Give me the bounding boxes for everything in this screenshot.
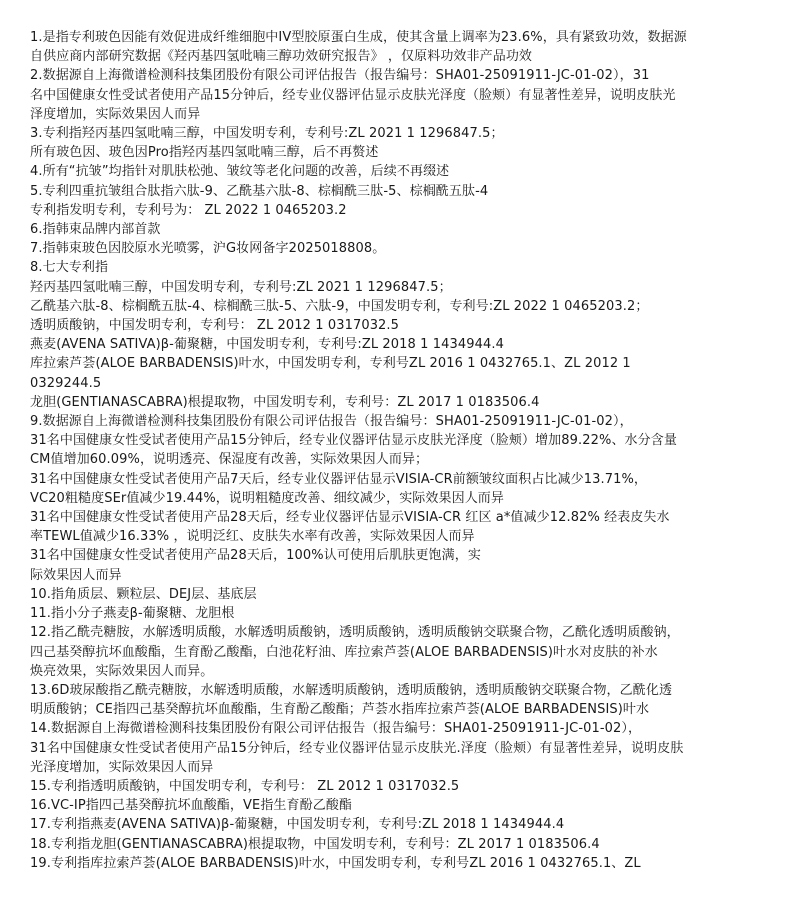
text-line: VC20粗糙度SEr值减少19.44%，说明粗糙度改善、细纹减少，实际效果因人而异	[30, 490, 504, 506]
text-line: 龙胆(GENTIANASCABRA)根提取物，中国发明专利，专利号：ZL 2017 1 0183506.4	[30, 394, 540, 410]
text-line: 自供应商内部研究数据《羟丙基四氢吡喃三醇功效研究报告》 ，仅原料功效非产品功效	[30, 49, 533, 65]
text-line: 燕麦(AVENA SATIVA)β-葡聚糖，中国发明专利，专利号:ZL 2018 1 1434944.4	[30, 337, 504, 353]
text-line: 1.是指专利玻色因能有效促进成纤维细胞中IV型胶原蛋白生成，使其含量上调率为23.6%，具有紧致功效，数据源	[30, 30, 687, 45]
text-line: 6.指韩束品牌内部首款	[30, 222, 161, 238]
text-line: 7.指韩束玻色因胶原水光喷雾，沪G妆网备字2025018808。	[30, 241, 386, 257]
text-line: 18.专利指龙胆(GENTIANASCABRA)根提取物，中国发明专利，专利号：ZL 2017 1 0183506.4	[30, 836, 600, 852]
text-line: 所有玻色因、玻色因Pro指羟丙基四氢吡喃三醇，后不再赘述	[30, 145, 379, 161]
text-line: 库拉索芦荟(ALOE BARBADENSIS)叶水，中国发明专利，专利号ZL 2016 1 0432765.1、ZL 2012 1	[30, 356, 631, 372]
text-line: 羟丙基四氢吡喃三醇，中国发明专利，专利号:ZL 2021 1 1296847.5；	[30, 279, 452, 295]
text-line: 2.数据源自上海微谱检测科技集团股份有限公司评估报告（报告编号：SHA01-25091911-JC-01-02），31	[30, 68, 650, 84]
text-line: 乙酰基六肽-8、棕榈酰五肽-4、棕榈酰三肽-5、六肽-9，中国发明专利，专利号:ZL 2022 1 0465203.2；	[30, 298, 649, 314]
text-line: 5.专利四重抗皱组合肽指六肽-9、乙酰基六肽-8、棕榈酰三肽-5、棕榈酰五肽-4	[30, 183, 489, 199]
text-line: 透明质酸钠，中国发明专利，专利号： ZL 2012 1 0317032.5	[30, 318, 400, 334]
text-line: 3.专利指羟丙基四氢吡喃三醇，中国发明专利，专利号:ZL 2021 1 1296847.5；	[30, 126, 504, 142]
text-line: 11.指小分子燕麦β-葡聚糖、龙胆根	[30, 606, 235, 622]
text-line: 10.指角质层、颗粒层、DEJ层、基底层	[30, 586, 257, 602]
text-line: 明质酸钠；CE指四己基癸醇抗坏血酸酯，生育酚乙酸酯；芦荟水指库拉索芦荟(ALOE BARBADENSIS)叶水	[30, 702, 650, 718]
text-line: 31名中国健康女性受试者使用产品28天后，经专业仪器评估显示VISIA-CR 红区 a*值减少12.82% 经表皮失水	[30, 510, 670, 526]
text-line: 0329244.5	[30, 375, 102, 391]
text-line: 12.指乙酰壳糖胺，水解透明质酸，水解透明质酸钠，透明质酸钠，透明质酸钠交联聚合物，乙酰化透明质酸钠，	[30, 625, 680, 641]
text-line: 4.所有“抗皱”均指针对肌肤松弛、皱纹等老化问题的改善，后续不再缀述	[30, 164, 450, 180]
text-line: 31名中国健康女性受试者使用产品15分钟后，经专业仪器评估显示皮肤光泽度（脸颊）增加89.22%、水分含量	[30, 433, 677, 449]
text-line: 泽度增加，实际效果因人而异	[30, 106, 201, 122]
text-line: 31名中国健康女性受试者使用产品15分钟后，经专业仪器评估显示皮肤光.泽度（脸颊）有显著性差异，说明皮肤	[30, 740, 684, 756]
text-line: 13.6D玻尿酸指乙酰壳糖胺，水解透明质酸，水解透明质酸钠，透明质酸钠，透明质酸钠交联聚合物，乙酰化透	[30, 682, 673, 698]
text-line: 焕亮效果，实际效果因人而异。	[30, 663, 214, 679]
text-line: 光泽度增加，实际效果因人而异	[30, 759, 214, 775]
text-line: 四己基癸醇抗坏血酸酯，生育酚乙酸酯，白池花籽油、库拉索芦荟(ALOE BARBADENSIS)叶水对皮肤的补水	[30, 644, 658, 660]
text-line: CM值增加60.09%，说明透亮、保湿度有改善，实际效果因人而异；	[30, 452, 429, 468]
text-line: 31名中国健康女性受试者使用产品28天后，100%认可使用后肌肤更饱满，实	[30, 548, 481, 564]
text-line: 9.数据源自上海微谱检测科技集团股份有限公司评估报告（报告编号：SHA01-25091911-JC-01-02），	[30, 414, 633, 430]
text-line: 专利指发明专利，专利号为： ZL 2022 1 0465203.2	[30, 202, 347, 218]
text-line: 名中国健康女性受试者使用产品15分钟后，经专业仪器评估显示皮肤光泽度（脸颊）有显著性差异，说明皮肤光	[30, 87, 676, 103]
text-line: 14.数据源自上海微谱检测科技集团股份有限公司评估报告（报告编号：SHA01-25091911-JC-01-02），	[30, 721, 642, 737]
text-line: 8.七大专利指	[30, 260, 109, 276]
text-line: 16.VC-IP指四己基癸醇抗坏血酸酯，VE指生育酚乙酸酯	[30, 798, 353, 814]
text-line: 17.专利指燕麦(AVENA SATIVA)β-葡聚糖，中国发明专利，专利号:ZL 2018 1 1434944.4	[30, 817, 565, 833]
text-line: 率TEWL值减少16.33% ，说明泛红、皮肤失水率有改善，实际效果因人而异	[30, 529, 475, 545]
text-line: 19.专利指库拉索芦荟(ALOE BARBADENSIS)叶水，中国发明专利，专利号ZL 2016 1 0432765.1、ZL	[30, 855, 641, 871]
text-line: 31名中国健康女性受试者使用产品7天后，经专业仪器评估显示VISIA-CR前额皱纹面积占比减少13.71%，	[30, 471, 648, 487]
text-line: 际效果因人而异	[30, 567, 122, 583]
text-line: 15.专利指透明质酸钠，中国发明专利，专利号： ZL 2012 1 0317032.5	[30, 778, 460, 794]
